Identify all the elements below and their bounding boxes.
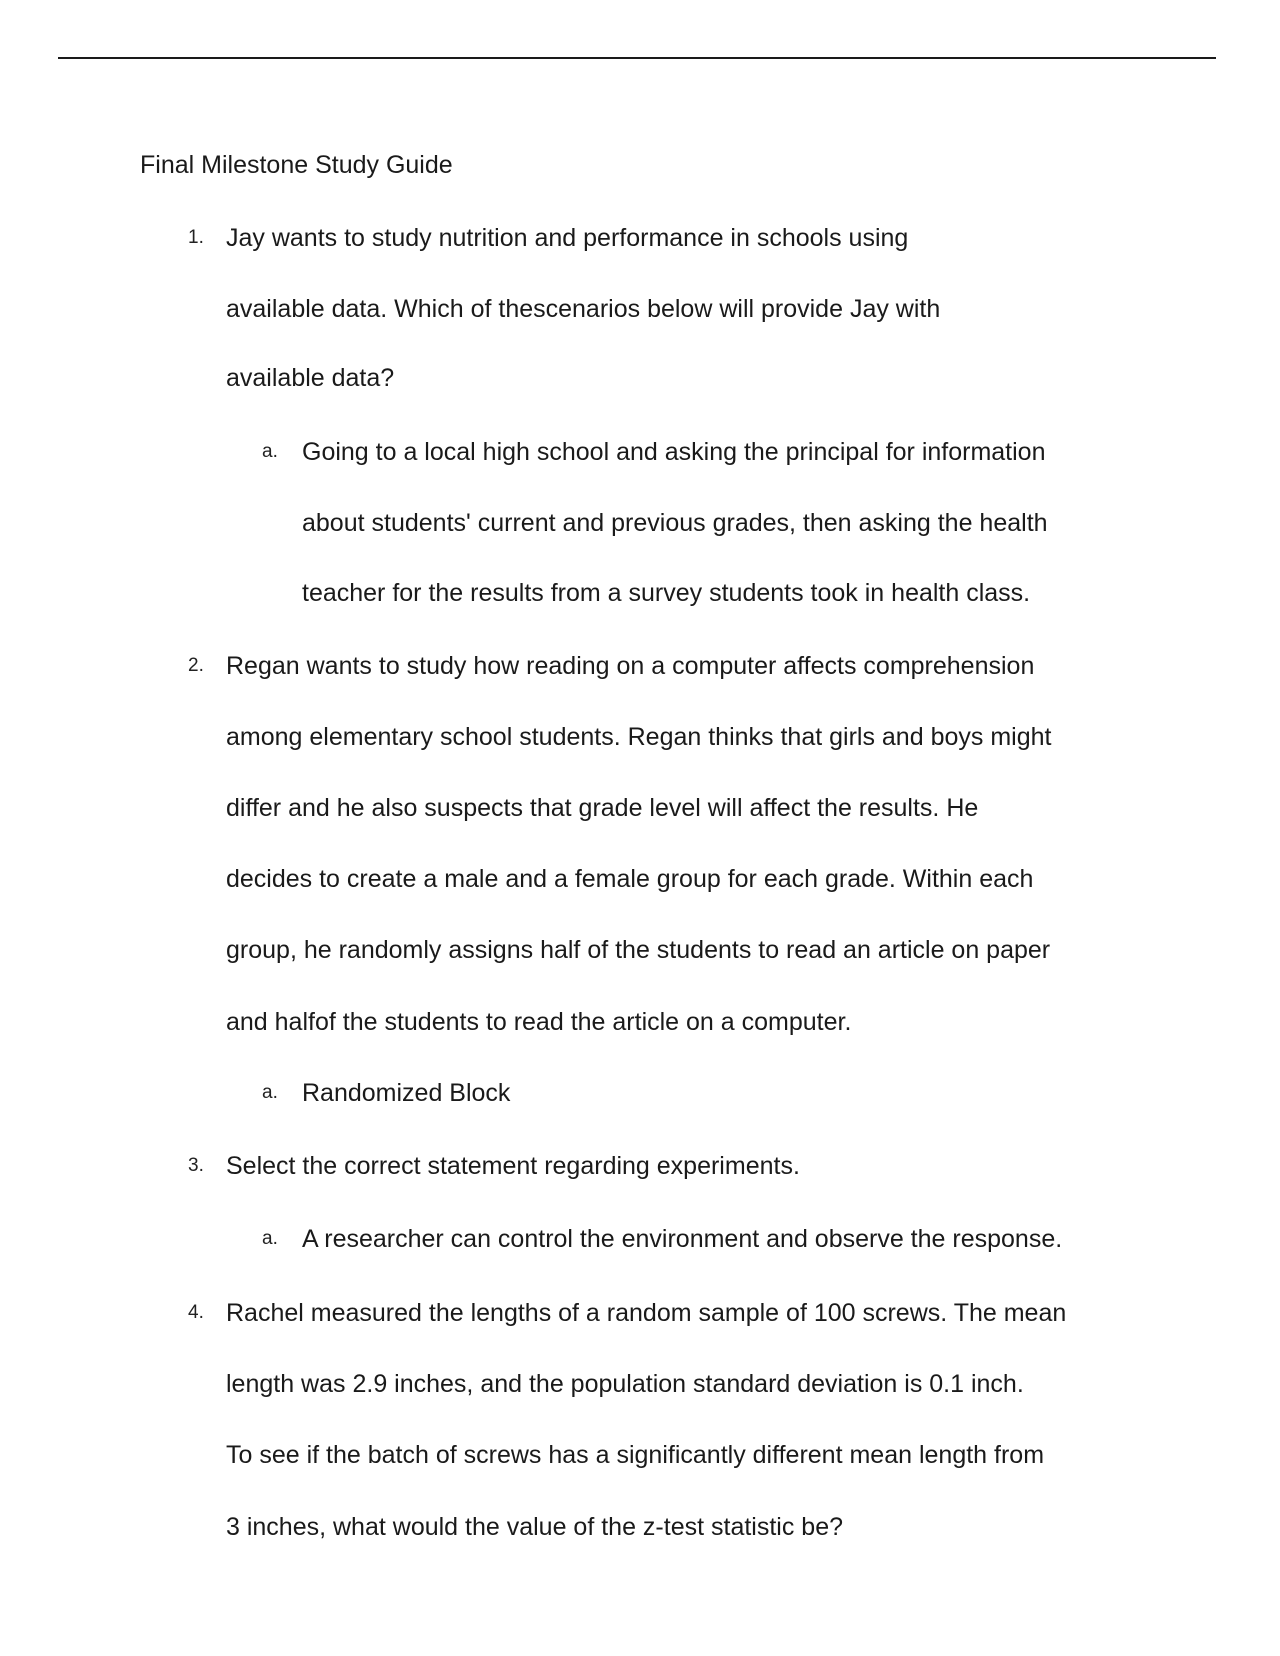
question-2-line: differ and he also suspects that grade level will affect the results. He (226, 794, 979, 822)
question-2-line: group, he randomly assigns half of the students to read an article on paper (226, 936, 1051, 964)
question-4-line: To see if the batch of screws has a significantly different mean length from (226, 1441, 1045, 1469)
question-4-line: Rachel measured the lengths of a random sample of 100 screws. The mean (226, 1299, 1067, 1327)
answer-1-line: Going to a local high school and asking the principal for information (302, 438, 1046, 466)
answer-2-line: Randomized Block (302, 1079, 511, 1107)
question-2-line: among elementary school students. Regan thinks that girls and boys might (226, 723, 1052, 751)
question-4-line: length was 2.9 inches, and the population standard deviation is 0.1 inch. (226, 1370, 1024, 1398)
question-2-line: and halfof the students to read the article on a computer. (226, 1008, 852, 1036)
answer-3-line: A researcher can control the environment and observe the response. (302, 1225, 1063, 1253)
header-rule (58, 57, 1216, 59)
answer-1-letter: a. (262, 441, 278, 462)
answer-1-line: teacher for the results from a survey students took in health class. (302, 579, 1031, 607)
answer-1-line: about students' current and previous grades, then asking the health (302, 509, 1048, 537)
question-4-line: 3 inches, what would the value of the z-test statistic be? (226, 1513, 844, 1541)
answer-3-letter: a. (262, 1228, 278, 1249)
answer-2-letter: a. (262, 1082, 278, 1103)
question-1-line: available data. Which of thescenarios below will provide Jay with (226, 295, 941, 323)
question-1-number: 1. (188, 227, 204, 248)
question-2-line: Regan wants to study how reading on a computer affects comprehension (226, 652, 1035, 680)
question-1-line: available data? (226, 364, 395, 392)
question-2-number: 2. (188, 655, 204, 676)
question-3-line: Select the correct statement regarding experiments. (226, 1152, 800, 1180)
question-2-line: decides to create a male and a female group for each grade. Within each (226, 865, 1034, 893)
question-3-number: 3. (188, 1155, 204, 1176)
question-4-number: 4. (188, 1302, 204, 1323)
document-title: Final Milestone Study Guide (140, 151, 453, 179)
question-1-line: Jay wants to study nutrition and performance in schools using (226, 224, 909, 252)
